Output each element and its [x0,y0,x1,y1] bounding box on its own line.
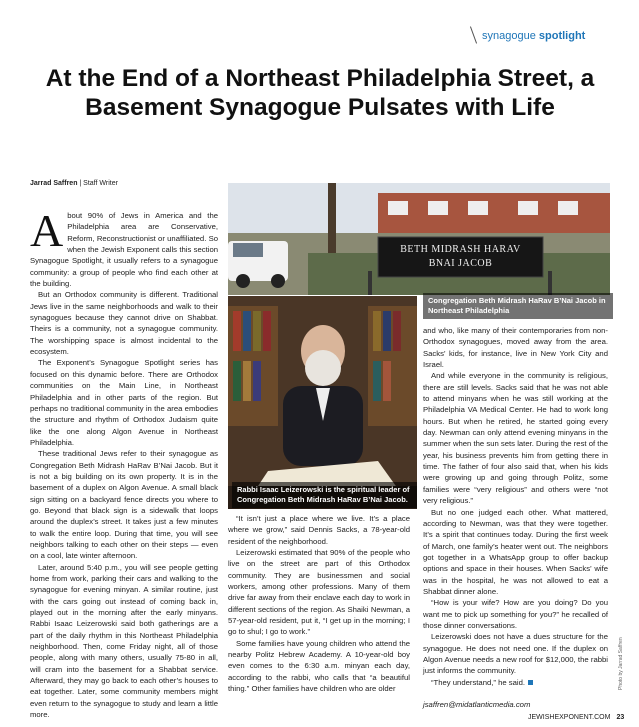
paragraph: “It isn’t just a place where we live. It’s a place where we grow,” said Dennis Sacks, a 78-year-old resident of the neighborhood. [228,514,410,546]
photo-caption-exterior: Congregation Beth Midrash HaRav B’Nai Jacob in Northeast Philadelphia [423,293,613,319]
byline-author: Jarrad Saffren [30,180,78,187]
photo-caption-rabbi: Rabbi Isaac Leizerowski is the spiritual leader of Congregation Beth Midrash HaRav B’Nai Jacob. [232,482,417,508]
article-column-2 [228,513,410,695]
synagogue-exterior-photo [228,183,610,295]
rabbi-illustration [228,296,417,509]
page-footer [528,714,624,721]
paragraph: “How is your wife? How are you doing? Do you want me to pick up something for you?” he recalled of those dinner conversations. [423,598,608,630]
byline [30,180,118,187]
paragraph: and who, like many of their contemporaries from non-Orthodox synagogues, moved away from the area. Sacks’ kids, for instance, live in New York City and Israel. [423,326,608,370]
paragraph: Leizerowski does not have a dues structure for the synagogue. He does not need one. If the duplex on Algon Avenue needs a new roof for $12,000, the rabbi just informs the community. [423,632,608,676]
section-label: synagogue spotlight [482,30,586,42]
paragraph: These traditional Jews refer to their synagogue as Congregation Beth Midrash HaRav B’Nai Jacob. But it is not a big building on its own property. It is in the basement of a duplex on Algon Avenue. A small black sign sitting on a backyard fence directs you where to go. Beyond that black sign is a sidewalk that loops around the duplex’s street. It takes just a few minutes to walk the entire loop. During that time, you will see neighbors talking to each other on their steps — even on a cool, late winter afternoon. [30,449,218,561]
end-mark-icon [528,680,533,685]
paragraph: Later, around 5:40 p.m., you will see people getting home from work, parking their cars and walking to the synagogue for evening minyan. A similar routine, just with the cars going out instead of coming back in, played out in the morning after the early minyans. Rabbi Isaac Leizerowski said both gatherings are a part of the daily rhythm in this Northeast Philadelphia neighborhood. Then, come Friday night, all of those people, along with many others, usually 75-80 in all, will cram into the basement for a Shabbat service. Afterward, they may go back to each other’s houses to eat together. Later, some community members might even return to the synagogue to study and learn a little more. [30,562,218,720]
author-email[interactable]: jsaffren@midatlanticmedia.com [423,700,531,709]
byline-role: | Staff Writer [77,180,118,187]
page-number: 23 [616,714,625,721]
headline: At the End of a Northeast Philadelphia Street, a Basement Synagogue Pulsates with Life [45,65,595,121]
article-column-3 [423,325,608,688]
article-column-1 [30,205,218,720]
rabbi-photo [228,296,417,509]
paragraph: About 90% of Jews in America and the Philadelphia area are Conservative, Reform, Reconstructionist or unaffiliated. So when the Jewish Exponent calls this section Synagogue Spotlight, it usually refers to a synagogue community: a group of people who find each other at the building. [30,205,218,289]
paragraph: Some families have young children who attend the nearby Politz Hebrew Academy. A 10-year-old boy even comes to the 6:30 a.m. minyan each day, according to the rabbi, who calls that “a beautiful thing.” Other families have children who are older [228,638,410,694]
synagogue-sign: BETH MIDRASH HARAV BNAI JACOB [400,244,521,269]
section-divider [470,26,477,43]
footer-site: JEWISHEXPONENT.COM [528,714,611,721]
paragraph: The Exponent’s Synagogue Spotlight series has focused on this dynamic before. There are Orthodox communities on the Main Line, in Northeast Philadelphia and in other parts of the region. But perhaps no traditional community in the area embodies the structure and rhythm of Orthodox Judaism quite like the one along Algon Avenue in Northeast Philadelphia. [30,358,218,447]
dropcap: A [30,205,64,256]
exterior-illustration [228,183,610,295]
paragraph: “They understand,” he said. [423,677,608,688]
paragraph: But no one judged each other. What mattered, according to Newman, was that they were together. It’s a spirit that continues today. During the first week of March, one family’s heater went out. The neighbors got together in a WhatsApp group to offer backup options and space in their houses. When Sacks’ wife was in the hospital, he was not allowed to eat a Shabbat dinner alone. [423,507,608,596]
paragraph: But an Orthodox community is different. Traditional Jews live in the same neighborhoods and walk to their synagogues because they cannot drive on Shabbat. Theirs is a community, not a synagogue community. The worshipping space is almost incidental to the ecosystem. [30,290,218,357]
paragraph: And while everyone in the community is religious, there are still levels. Sacks said that he was not able to attend minyans when he was still working at the Philadelphia VA Medical Center. He had to work long hours. But when he retired, he started going every day. Newman can only attend evening minyans in the summer when the sun sets later. During the rest of the year, his business prevents him from getting there in time. The father of four also said that, when his kids were growing up and going through Politz, some families were “very religious” and others were “not very religious.” [423,371,608,506]
paragraph: Leizerowski estimated that 90% of the people who live on the street are part of this Orthodox community. They are businessmen and social workers, among other professions. Many of them drive far away from their enclave each day to work in different sections of the region. As Shaiki Newman, a 57-year-old resident, put it, “I get up in the morning; I go to shul; I go to work.” [228,548,410,637]
photo-credit: Photo by Jarrad Saffren [618,637,624,690]
